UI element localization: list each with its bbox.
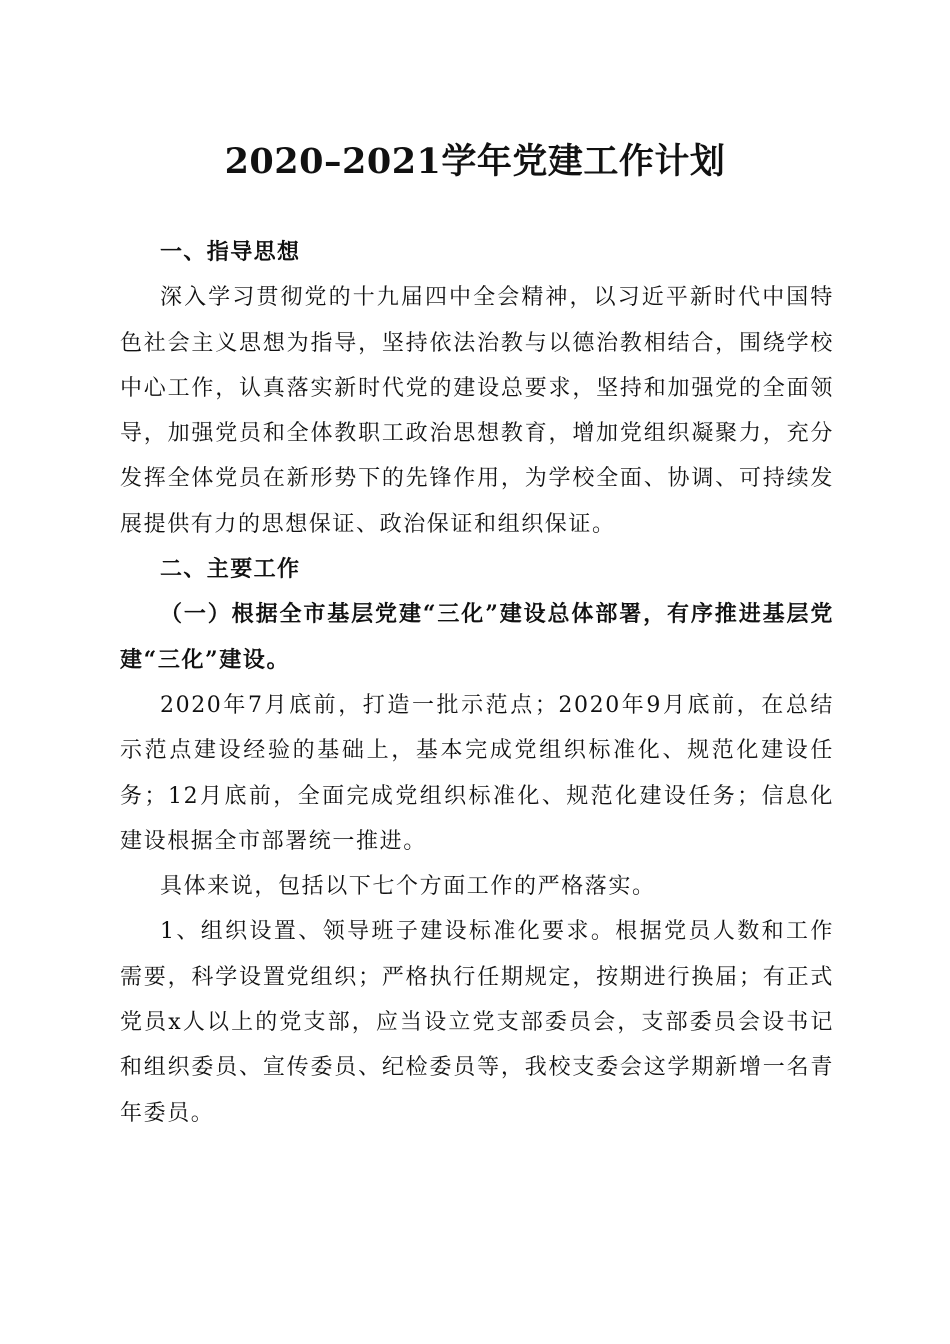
subsection-heading-three-modernizations: （一）根据全市基层党建“三化”建设总体部署，有序推进基层党建“三化”建设。 — [120, 601, 834, 673]
paragraph-guiding-ideology: 深入学习贯彻党的十九届四中全会精神，以习近平新时代中国特色社会主义思想为指导，坚持依法治教与以德治教相结合，围绕学校中心工作，认真落实新时代党的建设总要求，坚持和加强党的全面领导，加强党员和全体教职工政治思想教育，增加党组织凝聚力，充分发挥全体党员在新形势下的先锋作用，为学校全面、协调、可持续发展提供有力的思想保证、政治保证和组织保证。 — [120, 285, 834, 537]
document-body — [120, 230, 834, 1136]
paragraph-timeline: 2020年7月底前，打造一批示范点；2020年9月底前，在总结示范点建设经验的基础上，基本完成党组织标准化、规范化建设任务；12月底前，全面完成党组织标准化、规范化建设任务；信息化建设根据全市部署统一推进。 — [120, 692, 834, 854]
paragraph-organization-setup: 1、组织设置、领导班子建设标准化要求。根据党员人数和工作需要，科学设置党组织；严格执行任期规定，按期进行换届；有正式党员x人以上的党支部，应当设立党支部委员会，支部委员会设书记和组织委员、宣传委员、纪检委员等，我校支委会这学期新增一名青年委员。 — [120, 919, 834, 1126]
section-heading-guiding-ideology: 一、指导思想 — [160, 240, 301, 265]
section-heading-main-work: 二、主要工作 — [160, 557, 301, 583]
document-title: 2020–2021学年党建工作计划 — [224, 141, 726, 182]
paragraph-seven-aspects: 具体来说，包括以下七个方面工作的严格落实。 — [160, 874, 656, 900]
